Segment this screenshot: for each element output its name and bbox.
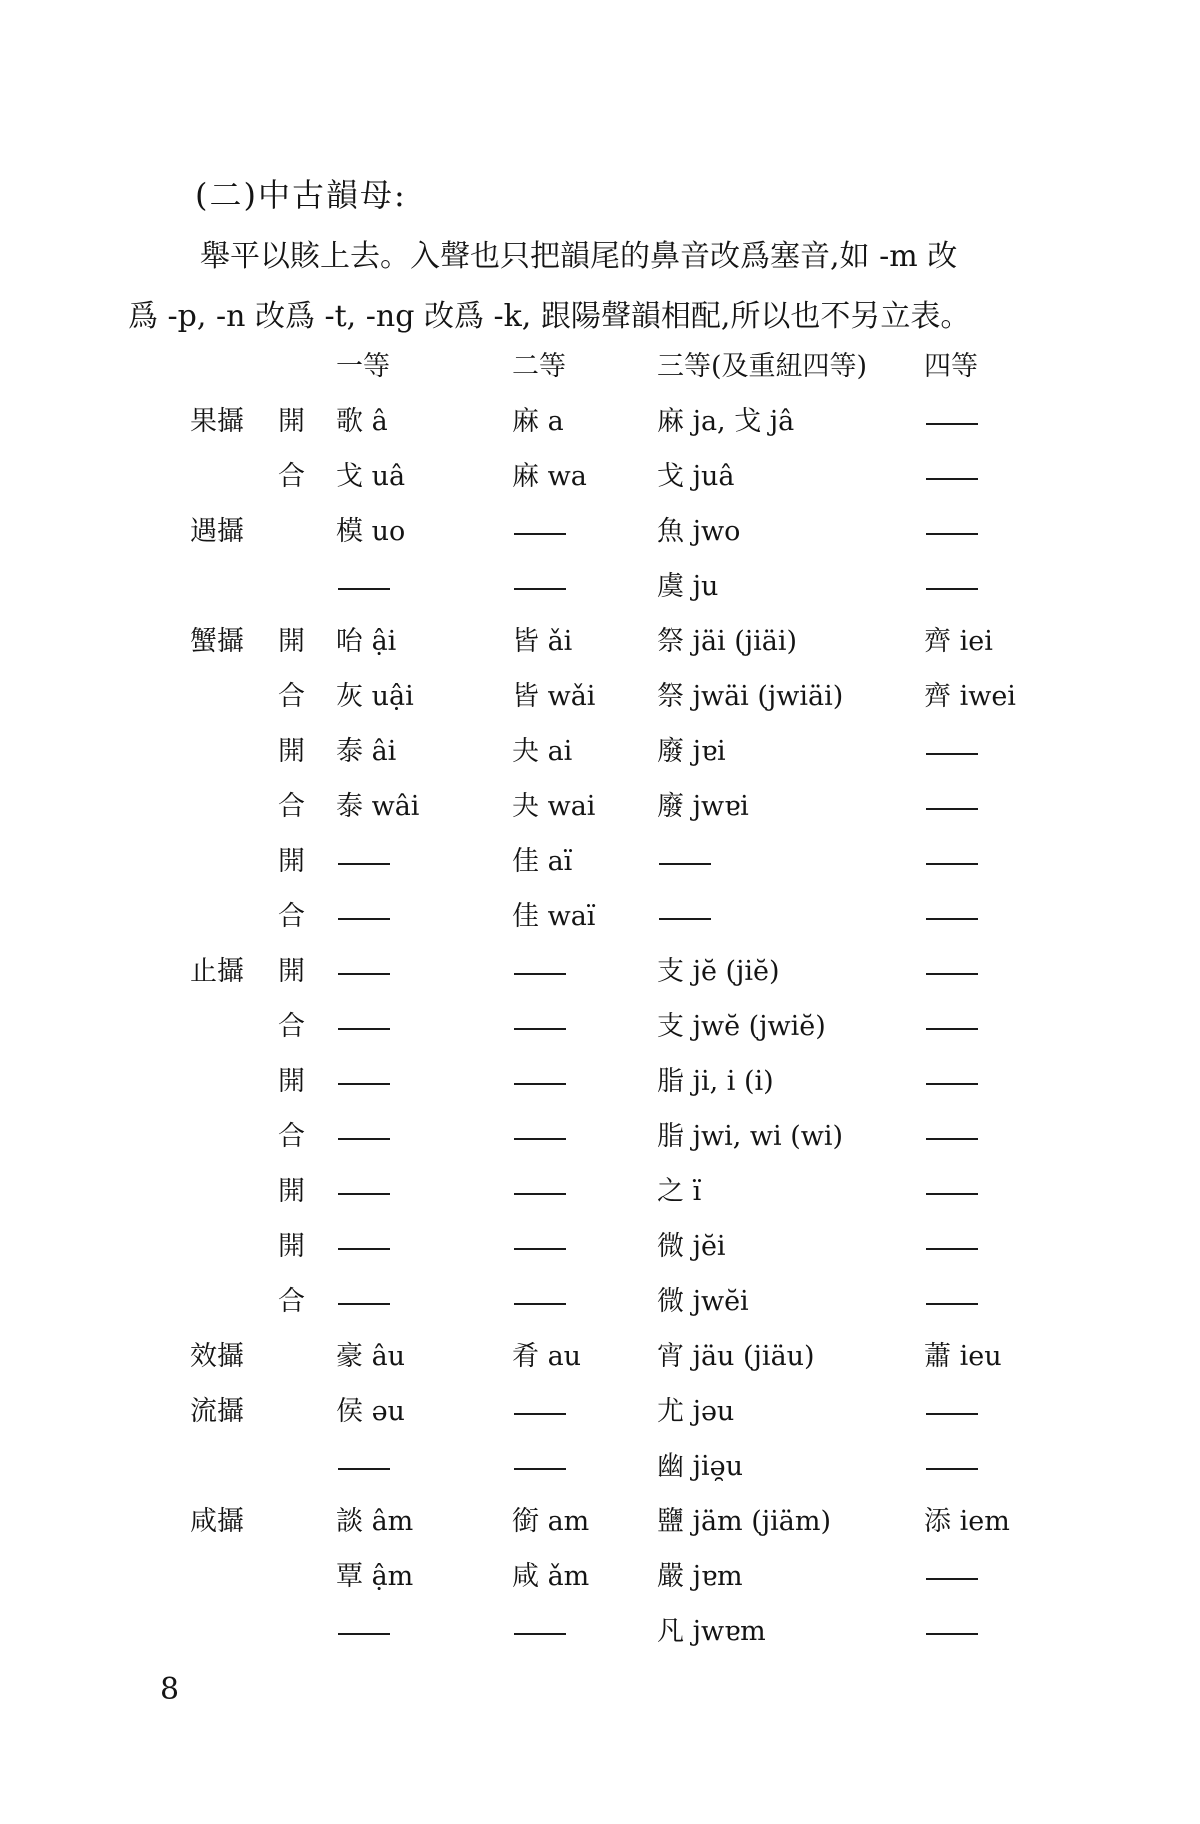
row-group-label: 咸攝 [190,1506,244,1537]
empty-cell-dash [338,918,390,920]
empty-cell-dash [926,1578,978,1580]
rime-cell-col-3: 幽 jiǝ̯u [657,1451,743,1482]
empty-cell-dash [338,1633,390,1635]
rime-cell-col-3: 凡 jwɐm [657,1616,766,1647]
rime-cell-col-1: 泰 wâi [336,791,420,822]
row-group-label: 效攝 [190,1341,244,1372]
empty-cell-dash [514,533,566,535]
row-open-closed-label: 開 [278,846,305,877]
empty-cell-dash [338,588,390,590]
empty-cell-dash [514,1028,566,1030]
row-group-label: 蟹攝 [190,626,244,657]
rime-cell-col-1: 覃 ậm [336,1561,414,1592]
rime-cell-col-4: 添 iem [924,1506,1010,1537]
rime-cell-col-2: 銜 am [512,1506,590,1537]
empty-cell-dash [926,1633,978,1635]
row-open-closed-label: 開 [278,1066,305,1097]
row-open-closed-label: 合 [278,461,305,492]
rime-cell-col-3: 虞 ju [657,571,719,602]
rime-cell-col-3: 嚴 jɐm [657,1561,743,1592]
rime-cell-col-2: 佳 waï [512,901,596,932]
row-open-closed-label: 開 [278,956,305,987]
empty-cell-dash [514,1413,566,1415]
rime-cell-col-1: 灰 uậi [336,681,414,712]
page-number: 8 [160,1672,180,1707]
rime-cell-col-3: 支 jwĕ (jwiĕ) [657,1011,826,1042]
rime-cell-col-3: 戈 juâ [657,461,735,492]
empty-cell-dash [514,1633,566,1635]
rime-cell-col-3: 宵 jäu (jiäu) [657,1341,815,1372]
rime-cell-col-2: 皆 ǎi [512,626,573,657]
rime-cell-col-1: 咍 ậi [336,626,397,657]
rime-cell-col-2: 佳 aï [512,846,573,877]
row-open-closed-label: 開 [278,1176,305,1207]
empty-cell-dash [514,1083,566,1085]
row-open-closed-label: 合 [278,1286,305,1317]
rime-cell-col-1: 侯 ǝu [336,1396,405,1427]
empty-cell-dash [338,1303,390,1305]
empty-cell-dash [338,1248,390,1250]
rime-cell-col-2: 咸 ǎm [512,1561,590,1592]
row-open-closed-label: 合 [278,681,305,712]
empty-cell-dash [926,1193,978,1195]
empty-cell-dash [926,808,978,810]
row-group-label: 遇攝 [190,516,244,547]
rime-cell-col-1: 模 uo [336,516,406,547]
empty-cell-dash [926,423,978,425]
rime-cell-col-3: 麻 ja, 戈 jâ [657,406,795,437]
rime-cell-col-1: 談 âm [336,1506,414,1537]
rime-cell-col-2: 肴 au [512,1341,582,1372]
empty-cell-dash [926,1083,978,1085]
empty-cell-dash [659,863,711,865]
rime-cell-col-1: 泰 âi [336,736,397,767]
empty-cell-dash [514,1303,566,1305]
empty-cell-dash [338,1028,390,1030]
empty-cell-dash [514,1248,566,1250]
rime-cell-col-4: 齊 iei [924,626,993,657]
intro-line-2: 爲 -p, -n 改爲 -t, -ng 改爲 -k, 跟陽聲韻相配,所以也不另立表。 [128,299,971,334]
empty-cell-dash [926,863,978,865]
empty-cell-dash [514,1138,566,1140]
row-open-closed-label: 合 [278,1011,305,1042]
row-open-closed-label: 合 [278,791,305,822]
row-group-label: 果攝 [190,406,244,437]
rime-cell-col-3: 脂 jwi, wi (wi) [657,1121,844,1152]
rime-cell-col-1: 戈 uâ [336,461,406,492]
row-open-closed-label: 開 [278,1231,305,1262]
row-open-closed-label: 開 [278,406,305,437]
rime-cell-col-2: 夬 ai [512,736,573,767]
empty-cell-dash [338,1138,390,1140]
empty-cell-dash [926,1413,978,1415]
empty-cell-dash [926,918,978,920]
empty-cell-dash [338,1083,390,1085]
empty-cell-dash [926,973,978,975]
rime-cell-col-2: 夬 wai [512,791,596,822]
intro-line-1: 舉平以賅上去。入聲也只把韻尾的鼻音改爲塞音,如 -m 改 [200,239,958,274]
rime-cell-col-3: 之 ï [657,1176,702,1207]
column-header-1: 一等 [336,351,390,382]
row-group-label: 止攝 [190,956,244,987]
column-header-3: 三等(及重紐四等) [657,351,868,382]
rime-cell-col-1: 歌 â [336,406,388,437]
row-open-closed-label: 開 [278,736,305,767]
rime-cell-col-3: 廢 jwɐi [657,791,749,822]
empty-cell-dash [514,973,566,975]
rime-cell-col-2: 麻 wa [512,461,587,492]
empty-cell-dash [514,588,566,590]
empty-cell-dash [514,1468,566,1470]
empty-cell-dash [338,973,390,975]
row-open-closed-label: 合 [278,901,305,932]
rime-cell-col-3: 微 jwĕi [657,1286,749,1317]
empty-cell-dash [338,863,390,865]
empty-cell-dash [926,533,978,535]
rime-cell-col-4: 蕭 ieu [924,1341,1002,1372]
rime-cell-col-3: 魚 jwo [657,516,741,547]
row-open-closed-label: 開 [278,626,305,657]
rime-cell-col-3: 祭 jäi (jiäi) [657,626,798,657]
rime-cell-col-1: 豪 âu [336,1341,406,1372]
column-header-4: 四等 [924,351,978,382]
rime-cell-col-3: 鹽 jäm (jiäm) [657,1506,832,1537]
empty-cell-dash [926,588,978,590]
empty-cell-dash [926,478,978,480]
column-header-2: 二等 [512,351,566,382]
row-group-label: 流攝 [190,1396,244,1427]
empty-cell-dash [926,1468,978,1470]
empty-cell-dash [514,1193,566,1195]
row-open-closed-label: 合 [278,1121,305,1152]
rime-cell-col-3: 脂 ji, i (i) [657,1066,774,1097]
empty-cell-dash [338,1468,390,1470]
rime-cell-col-2: 皆 wǎi [512,681,596,712]
section-heading: (二)中古韻母: [195,176,407,214]
empty-cell-dash [338,1193,390,1195]
rime-cell-col-4: 齊 iwei [924,681,1016,712]
rime-cell-col-3: 尤 jǝu [657,1396,735,1427]
rime-cell-col-2: 麻 a [512,406,564,437]
rime-cell-col-3: 微 jĕi [657,1231,726,1262]
empty-cell-dash [926,1138,978,1140]
rime-cell-col-3: 支 jĕ (jiĕ) [657,956,780,987]
empty-cell-dash [926,1303,978,1305]
rime-cell-col-3: 廢 jɐi [657,736,726,767]
rime-cell-col-3: 祭 jwäi (jwiäi) [657,681,844,712]
empty-cell-dash [926,1248,978,1250]
empty-cell-dash [926,753,978,755]
empty-cell-dash [659,918,711,920]
empty-cell-dash [926,1028,978,1030]
